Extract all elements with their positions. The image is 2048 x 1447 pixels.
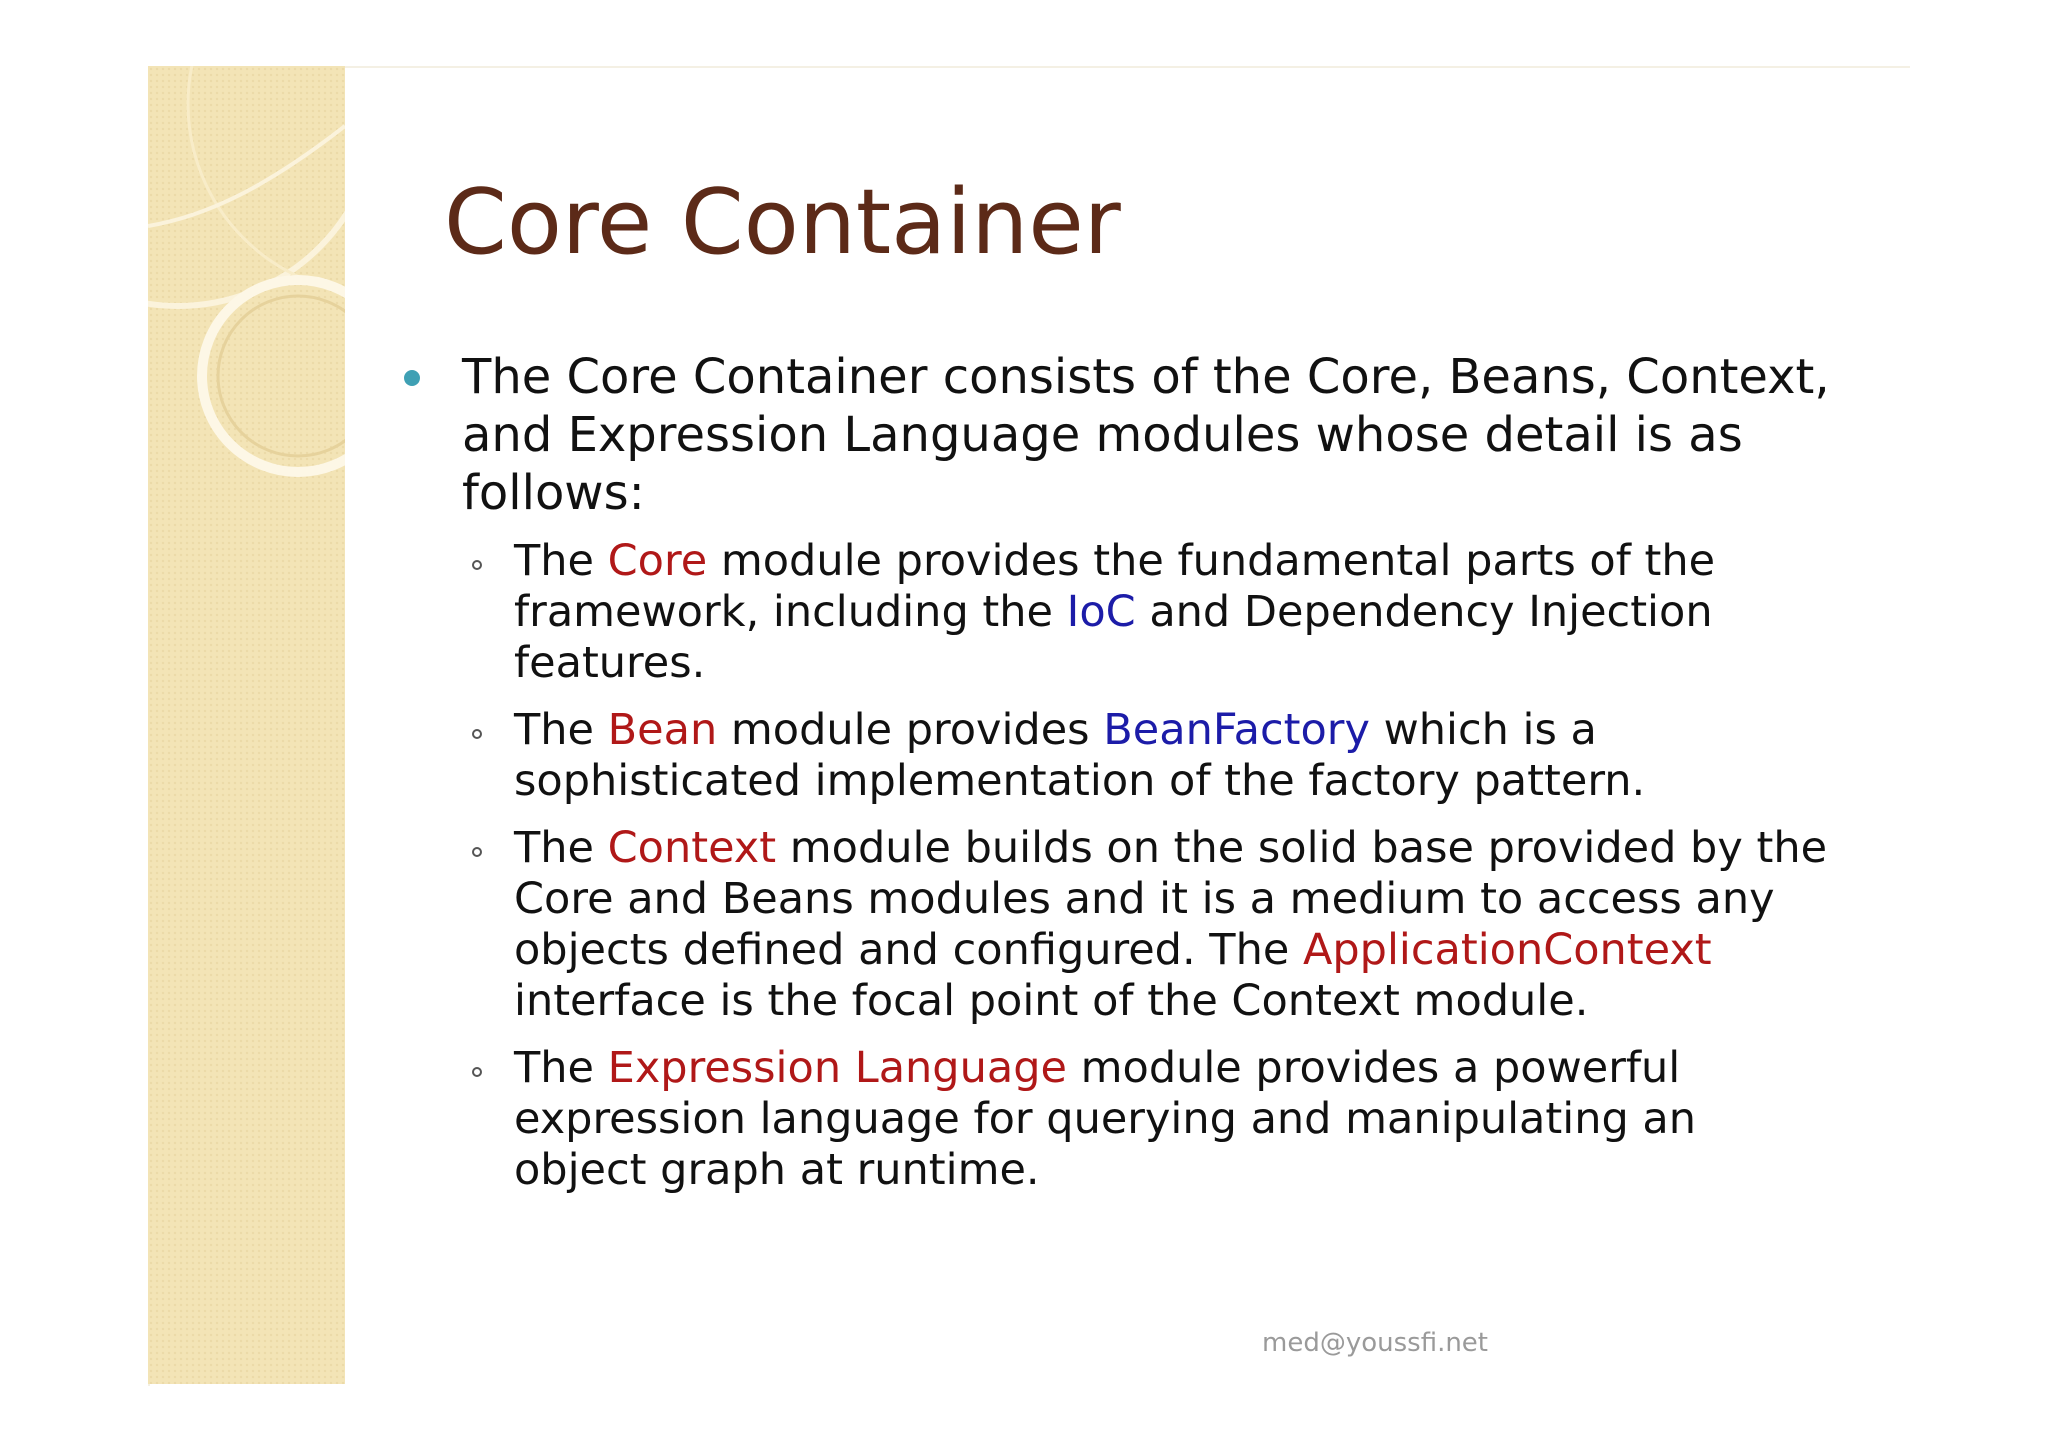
bullet-dot-icon: [404, 370, 420, 386]
main-bullet: [400, 348, 1840, 522]
list-item-bean: [462, 705, 1840, 807]
item-tail: which is a sophisticated implementation of the factory pattern.: [514, 705, 1646, 806]
item-lead: The: [514, 705, 608, 755]
item-lead: The: [514, 1043, 608, 1093]
item-lead: The: [514, 536, 608, 586]
item-mid: module provides the fundamental parts of the framework, including the: [514, 536, 1716, 637]
term-expression-language: Expression Language: [607, 1043, 1067, 1093]
item-tail: module provides a powerful expression language for querying and manipulating an object graph at runtime.: [514, 1043, 1697, 1195]
swirl-ornament-icon: [148, 66, 345, 1384]
sub-bullet-ring-icon: [472, 1067, 482, 1077]
list-item-core: [462, 536, 1840, 689]
item-tail: and Dependency Injection features.: [514, 587, 1713, 688]
term-ioc: IoC: [1066, 587, 1136, 637]
term-core: Core: [607, 536, 708, 586]
list-item-context: [462, 823, 1840, 1027]
sub-bullet-ring-icon: [472, 847, 482, 857]
intro-text: The Core Container consists of the Core, Beans, Context, and Expression Language modules whose detail is as follows:: [462, 349, 1830, 521]
item-mid: module builds on the solid base provided by the Core and Beans modules and it is a medium to access any objects defined and configured. The: [514, 823, 1828, 975]
term-bean: Bean: [607, 705, 718, 755]
item-tail: interface is the focal point of the Context module.: [514, 976, 1589, 1026]
decorative-side-band: [148, 66, 345, 1384]
list-item-expression-language: [462, 1043, 1840, 1196]
item-lead: The: [514, 823, 608, 873]
sub-bullet-ring-icon: [472, 729, 482, 739]
item-mid: module provides: [717, 705, 1104, 755]
module-list: [400, 536, 1840, 1196]
term-applicationcontext: ApplicationContext: [1302, 925, 1712, 975]
slide-title: Core Container: [444, 170, 1121, 275]
term-context: Context: [607, 823, 777, 873]
slide-body: [400, 348, 1840, 1212]
term-beanfactory: BeanFactory: [1103, 705, 1370, 755]
footer-email: med@youssfi.net: [1262, 1328, 1489, 1358]
sub-bullet-ring-icon: [472, 560, 482, 570]
